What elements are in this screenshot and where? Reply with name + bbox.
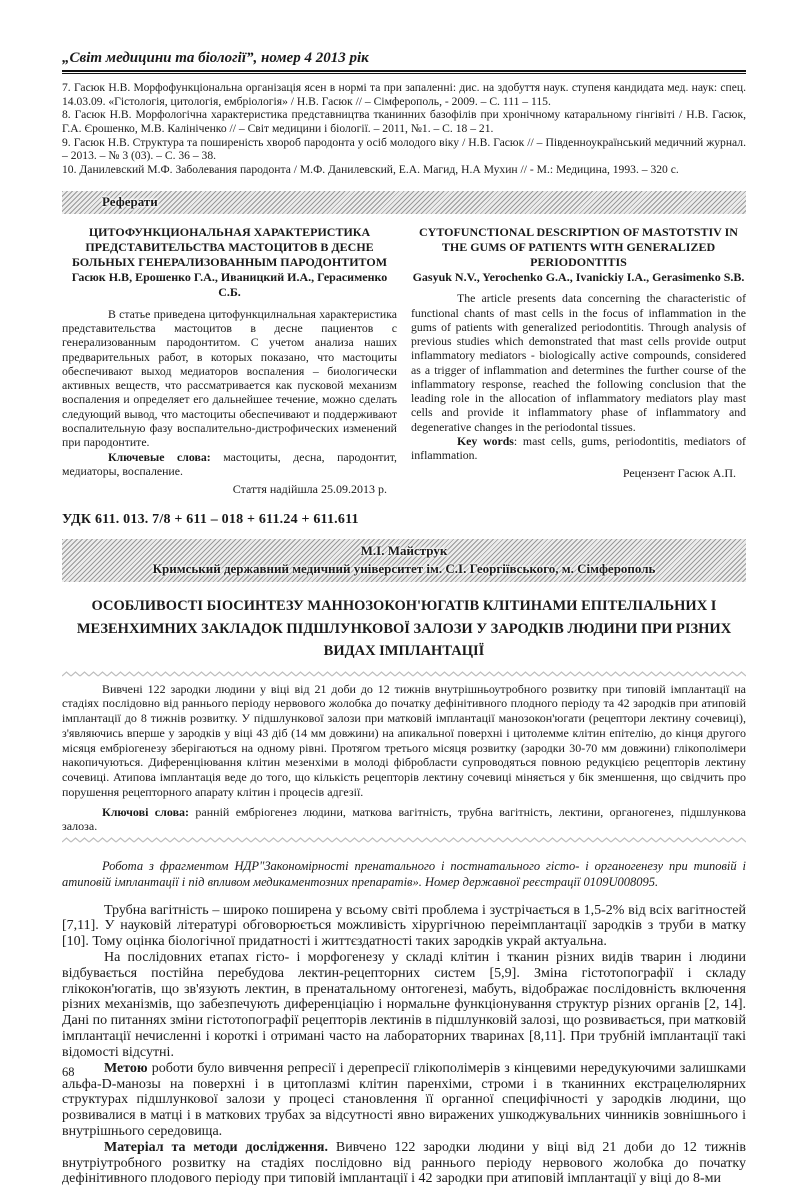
body-paragraph-intro: Трубна вагітність – широко поширена у всьому світі проблема і зустрічається в 1,5-2% від всіх вагітностей [7,11]. У науковій літературі обговорюється можливість хірургічною переімплантації зародків з труби в матку [10]. Тому оцінка біологічної придатності і життєздатності таких зародків украй актуальна. — [62, 902, 746, 950]
abstract-title-ru: ЦИТОФУНКЦИОНАЛЬНАЯ ХАРАКТЕРИСТИКА ПРЕДСТАВИТЕЛЬСТВА МАСТОЦИТОВ В ДЕСНЕ БОЛЬНЫХ ГЕНЕРАЛИЗОВАННЫМ ПАРОДОНТИТОМ — [71, 224, 388, 269]
reference-item: 10. Данилевский М.Ф. Заболевания пародонта / М.Ф. Данилевский, Е.А. Магид, Н.А Мухин // - М.: Медицина, 1993. – 320 с. — [62, 163, 679, 177]
article-keywords-text: ранній ембріогенез людини, маткова вагітність, трубна вагітність, лектини, органогенез, підшлункова залоза. — [62, 804, 746, 834]
reference-item: 8. Гасюк Н.В. Морфологічна характеристика представництва тканинних базофілів при хронічному катаральному гінгівіті / Н.В. Гасюк, Г.А. Єрошенко, М.В. Калініченко // – Світ медицини і біології. – 2011, №1. – С. 18 – 21. — [62, 108, 746, 136]
page-header — [62, 50, 746, 72]
keywords-label-ru: Ключевые слова: — [108, 449, 211, 464]
zigzag-divider — [62, 671, 746, 677]
page-number: 68 — [62, 1065, 75, 1079]
article-keywords — [62, 805, 746, 835]
article-received-date: Стаття надійшла 25.09.2013 р. — [232, 482, 387, 497]
methods-lead: Матеріал та методи дослідження. — [104, 1139, 328, 1155]
abstract-text-ru: В статье приведена цитофункцилнальная характеристика представительства мастоцитов в десне пациентов с генерализованным пародонтитом. С учетом анализа наших предварительных работ, в которых показано, что мастоциты обеспечивают выход медиаторов воспаления – биологически активных веществ, что рассматривается как пусковой механизм воспаления и определяет его дальнейшее течение, можно сделать следующий вывод, что мастоциты обеспечивают и поддерживают воспалительную фазу воспалительно-дистрофических изменений при пародонтите. — [62, 306, 397, 450]
article-author: М.І. Майструк — [360, 543, 448, 559]
article-keywords-label: Ключові слова: — [102, 804, 190, 819]
article-affiliation: Кримський державний медичний університет ім. С.І. Георгіївського, м. Сімферополь — [152, 560, 656, 576]
abstract-authors-ru: Гасюк Н.В, Ерошенко Г.А., Иваницкий И.А., Герасименко С.Б. — [71, 269, 388, 300]
author-banner — [62, 539, 746, 582]
abstract-title-en: CYTOFUNCTIONAL DESCRIPTION OF MASTOTSTIV IN THE GUMS OF PATIENTS WITH GENERALIZED PERIODONTITIS — [419, 224, 738, 269]
body-paragraph-methods — [62, 1140, 746, 1187]
abstract-keywords-ru — [62, 450, 397, 479]
abstract-keywords-en — [411, 434, 746, 463]
article-body — [62, 903, 746, 1187]
keywords-text-en: : mast cells, gums, periodontitis, mediators of inflammation. — [411, 433, 746, 463]
article-reviewer: Рецензент Гасюк А.П. — [622, 466, 736, 481]
article-abstract: Вивчені 122 зародки людини у віці від 21 доби до 12 тижнів внутрішньоутробного розвитку при типовій імплантації на стадіях послідовно від раннього періоду нервового жолобка до початку дефінітивного плодного періоду та 42 зародків при атиповій імплантації до 8 тижнів розвитку. У підшлункової залози при матковій імплантації манозокон'югати (рецептори лектину сочевиці), з'являючись вперше у зародків у віці 43 діб (14 мм довжини) на апикальної поверхні і цитолемме клітин епітелію, до кінця другого місяця ембріогенезу зберігаються на одному рівні. Протягом третього місяця розвитку (зародки 30-70 мм довжини) глікополімери накопичуються. Диференціювання клітин мезенхіми в молоді фібробласти супроводяться повною редукцією рецепторів лектину сочевиці. Атипова імплантація веде до того, що кількість рецепторів лектину сочевиці міняється у бік зменшення, що свідчить про порушення рецепторного апарату клітин і процесів адгезії. — [62, 681, 746, 799]
referaty-banner-label: Реферати — [102, 193, 158, 209]
abstracts-columns — [62, 225, 746, 497]
funding-note: Робота з фрагментом НДР"Закономірності пренатального і постнатального гісто- і органогенезу при типовій і атиповій імплантації і під впливом медикаментозних препаратів». Номер державної реєстрації 0109U008095. — [62, 859, 746, 890]
abstract-text-en: The article presents data concerning the characteristic of functional chants of mast cells in the focus of inflammation in the gums of patients with generalized periodontitis. Through analysis of previous studies which demonstrated that mast cells provide output inflammatory mediators - biologically active compounds, considered as a trigger of inflammation and determines the further course of the inflammatory response, reached the following conclusion that the leading role in the allocation of inflammatory mediators play mast cells and provide it inflammatory phase of inflammatory and degenerative changes in the periodontal tissues. — [411, 291, 746, 434]
reference-item: 9. Гасюк Н.В. Структура та поширеність хвороб пародонта у осіб молодого віку / Н.В. Гасюк // – Південноукраїнський медичний журнал. – 2013. – № 3 (03). – С. 36 – 38. — [62, 135, 746, 163]
abstract-authors-en: Gasyuk N.V., Yerochenko G.A., Ivanickiy I.A., Gerasimenko S.B. — [412, 269, 745, 284]
referaty-banner — [62, 191, 746, 214]
keywords-label-en: Key words — [457, 433, 514, 448]
body-paragraph-aim — [62, 1061, 746, 1140]
aim-text: роботи було вивчення репресії і дерепресії глікополімерів з кінцевими нередукуючими залишками альфа-D-манозы на поверхні і в цитоплазмі клітин паренхіми, строми і в тканинних екстрацелюлярних структурах підшлункової залози у процесі становлення її органної специфічності у зародків людини, що розвивалися в матці і в маткових трубах за відсутності явно виражених ушкоджувальних чинників зовнішнього і внутрішнього середовища. — [62, 1060, 746, 1139]
article-title: ОСОБЛИВОСТІ БІОСИНТЕЗУ МАННОЗОКОН'ЮГАТІВ КЛІТИНАМИ ЕПІТЕЛІАЛЬНИХ І МЕЗЕНХИМНИХ ЗАКЛАДОК ПІДШЛУНКОВОЇ ЗАЛОЗИ У ЗАРОДКІВ ЛЮДИНИ ПРИ РІЗНИХ ВИДАХ ІМПЛАНТАЦІЇ — [76, 598, 732, 660]
journal-title: „Світ медицини та біології”, номер 4 2013 рік — [62, 50, 369, 66]
zigzag-divider — [62, 837, 746, 843]
body-paragraph-background: На послідовних етапах гісто- і морфогенезу у складі клітин і тканин різних видів тварин і людини відбувається постійна перебудова лектин-рецепторних систем [5,9]. Зміна гістотопографії і складу глікокон'югатів, що зв'язують лектин, в пренатальному онтогенезі, мабуть, відображає послідовність включення різних механізмів, що забезпечують диференціацію і нормальне функціонування структур різних органів [2, 14]. Дані по питаннях зміни гістотопографії рецепторів лектинів в підшлунковій залозі, що розвивається, при матковій імплантації нечисленні і короткі і отримані часто на лабораторних тваринах [8,11]. При трубній імплантації такі відомості відсутні. — [62, 950, 746, 1060]
methods-text: Вивчено 122 зародки людини у віці від 21 доби до 12 тижнів внутріутробного розвитку на стадіях послідовно від раннього періоду нервового жолобка до початку дефінітивного плодового періоду при типовій імплантації і 42 зародки при атиповій імплантації у віці до 8-ми — [62, 1139, 747, 1187]
aim-lead: Метою — [104, 1060, 148, 1076]
keywords-text-ru: мастоциты, десна, пародонтит, медиаторы, воспаление. — [62, 449, 397, 478]
abstract-column-russian — [62, 225, 397, 497]
reference-item: 7. Гасюк Н.В. Морфофункціональна організація ясен в нормі та при запаленні: дис. на здобуття наук. ступеня кандидата мед. наук: спец. 14.03.09. «Гістологія, цитологія, ембріологія» / Н.В. Гасюк // – Сімферополь, - 2009. – С. 111 – 115. — [62, 81, 746, 108]
references-list — [62, 81, 746, 177]
abstract-column-english — [411, 225, 746, 497]
udc-code: УДК 611. 013. 7/8 + 611 – 018 + 611.24 + 611.611 — [62, 512, 359, 528]
